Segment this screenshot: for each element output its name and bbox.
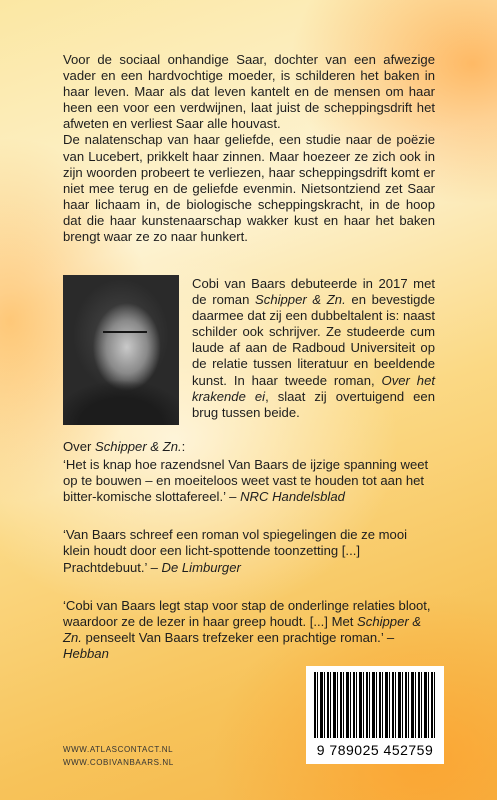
reviews (63, 439, 435, 684)
blurb-paragraph-1: Voor de sociaal onhandige Saar, dochter van een afwezige vader en een hardvochtige moeder, is schilderen het baken in haar leven. Maar als dat leven kantelt en de mensen om haar heen een voor een verdwijnen, laat juist de scheppingsdrift het afweten en verliest Saar alle houvast. (63, 52, 435, 132)
reviews-heading-colon: : (181, 439, 186, 454)
barcode-bars (314, 672, 436, 738)
review-quote-1 (63, 457, 435, 505)
review-quote-3 (63, 598, 435, 662)
review-1-source: NRC Handelsblad (240, 489, 345, 505)
review-1-text: ‘Het is knap hoe razendsnel Van Baars de ijzige spanning weet op te bouwen – en moeiteloos weet vast te houden tot aan het bitter-komische slottafereel.’ – (63, 457, 429, 505)
shoulders-shape (63, 380, 179, 425)
author-bio (192, 276, 435, 421)
bio-title-1: Schipper & Zn. (255, 292, 346, 308)
author-photo (63, 275, 179, 425)
bio-text-1: Cobi van Baars debuteerde in 2017 met de roman (192, 276, 435, 308)
review-quote-2 (63, 527, 435, 575)
reviews-heading-label: Over (63, 439, 96, 454)
glasses-shape (103, 331, 147, 345)
review-2-source: De Limburger (161, 559, 241, 575)
review-2-text: ‘Van Baars schreef een roman vol spiegelingen die ze mooi klein houdt door een licht-spottende toonzetting [...] Prachtdebuut.’ – (63, 527, 408, 575)
isbn-number: 9 789025 452759 (316, 742, 434, 758)
blurb (63, 52, 435, 245)
reviews-heading (63, 439, 435, 455)
review-3-source: – Hebban (63, 629, 395, 661)
reviews-heading-title: Schipper & Zn. (95, 439, 182, 454)
review-3-text-pre: ‘Cobi van Baars legt stap voor stap de onderlinge relaties bloot, waardoor ze de lezer in haar greep houdt. [...] Met (63, 597, 431, 629)
blurb-paragraph-2: De nalatenschap van haar geliefde, een studie naar de poëzie van Lucebert, prikkelt haar zinnen. Maar hoezeer ze zich ook in zijn woorden probeert te verliezen, haar scheppingsdrift komt er niet mee terug en de geliefde evenmin. Nietsontziend zet Saar haar lichaam in, de biologische scheppingskracht, in de hoop dat die haar kunstenaarschap wakker kust en haar het baken brengt waar ze zo naar hunkert. (63, 132, 435, 245)
bio-text-2: en bevestigde daarmee dat zij een dubbeltalent is: naast schilder ook schrijver. Ze studeerde cum laude af aan de Radboud Universiteit op de relatie tussen literatuur en beeldende kunst. In haar tweede roman, (192, 292, 435, 388)
bio-title-2: Over het krakende ei (192, 372, 435, 404)
publisher-urls (63, 744, 174, 769)
url-publisher[interactable]: WWW.ATLASCONTACT.NL (63, 745, 174, 754)
review-3-title: Schipper & Zn. (63, 613, 422, 645)
url-author[interactable]: WWW.COBIVANBAARS.NL (63, 757, 174, 767)
bio-text-3: , slaat zij overtuigend een brug tussen beide. (192, 388, 435, 420)
review-3-text-post: penseelt Van Baars trefzeker een prachtige roman.’ (81, 629, 387, 645)
isbn-barcode (306, 666, 444, 764)
